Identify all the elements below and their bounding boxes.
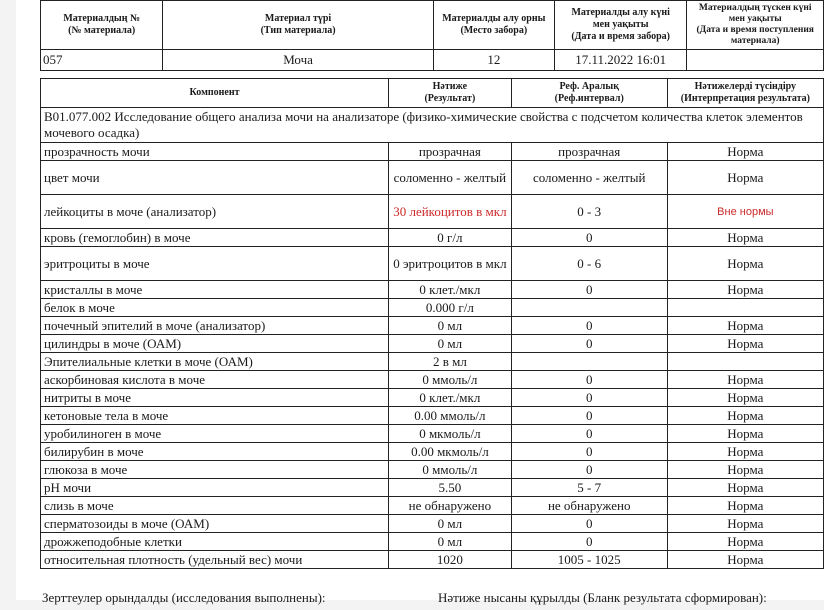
result-interpretation: Норма	[667, 281, 823, 299]
result-reference: 5 - 7	[511, 479, 667, 497]
result-reference: 0	[511, 515, 667, 533]
result-row	[41, 371, 824, 389]
header-col-material-type: Материал түрі (Тип материала)	[163, 1, 433, 50]
footer	[42, 590, 824, 610]
result-row	[41, 281, 824, 299]
result-reference: 0 - 6	[511, 247, 667, 281]
result-value: 0 клет./мкл	[389, 389, 512, 407]
result-value: 0 мл	[389, 335, 512, 353]
result-value: не обнаружено	[389, 497, 512, 515]
result-value: 5.50	[389, 479, 512, 497]
result-component: глюкоза в моче	[41, 461, 389, 479]
result-row	[41, 461, 824, 479]
result-component: билирубин в моче	[41, 443, 389, 461]
sample-info-table	[40, 0, 824, 71]
collection-datetime-value: 17.11.2022 16:01	[554, 50, 687, 71]
result-row	[41, 195, 824, 229]
result-reference: 0	[511, 317, 667, 335]
result-row	[41, 425, 824, 443]
result-row	[41, 479, 824, 497]
result-reference: 0	[511, 371, 667, 389]
result-reference: 0 - 3	[511, 195, 667, 229]
section-row	[41, 108, 824, 143]
sample-info-values-row	[41, 50, 824, 71]
result-interpretation: Норма	[667, 551, 823, 569]
col-interpretation: Нәтижелерді түсіндіру (Интерпретация результата)	[667, 79, 823, 108]
result-component: эритроциты в моче	[41, 247, 389, 281]
result-component: дрожжеподобные клетки	[41, 533, 389, 551]
result-row	[41, 533, 824, 551]
result-value: 1020	[389, 551, 512, 569]
result-row	[41, 353, 824, 371]
result-component: цилиндры в моче (ОАМ)	[41, 335, 389, 353]
result-row	[41, 335, 824, 353]
result-reference: 0	[511, 389, 667, 407]
result-component: относительная плотность (удельный вес) мочи	[41, 551, 389, 569]
result-reference	[511, 299, 667, 317]
result-row	[41, 143, 824, 161]
result-component: кетоновые тела в моче	[41, 407, 389, 425]
result-reference: 0	[511, 407, 667, 425]
result-component: белок в моче	[41, 299, 389, 317]
header-col-material-number: Материалдың № (№ материала)	[41, 1, 163, 50]
result-component: цвет мочи	[41, 161, 389, 195]
result-reference: 1005 - 1025	[511, 551, 667, 569]
result-component: кровь (гемоглобин) в моче	[41, 229, 389, 247]
result-interpretation: Норма	[667, 247, 823, 281]
result-row	[41, 229, 824, 247]
result-interpretation: Норма	[667, 407, 823, 425]
results-table	[40, 78, 824, 569]
result-reference: 0	[511, 443, 667, 461]
result-component: pH мочи	[41, 479, 389, 497]
result-reference: соломенно - желтый	[511, 161, 667, 195]
material-type-value: Моча	[163, 50, 433, 71]
result-interpretation: Норма	[667, 143, 823, 161]
result-component: кристаллы в моче	[41, 281, 389, 299]
footer-form-label: Нәтиже нысаны құрылды (Бланк результата сформирован):	[438, 590, 767, 605]
result-interpretation	[667, 353, 823, 371]
col-result: Нәтиже (Результат)	[389, 79, 512, 108]
result-reference: 0	[511, 533, 667, 551]
result-component: слизь в моче	[41, 497, 389, 515]
result-row	[41, 407, 824, 425]
result-interpretation: Норма	[667, 371, 823, 389]
result-value: 0.00 ммоль/л	[389, 407, 512, 425]
header-col-collection-datetime: Материалды алу күні мен уақыты (Дата и время забора)	[554, 1, 687, 50]
result-reference: 0	[511, 335, 667, 353]
result-component: нитриты в моче	[41, 389, 389, 407]
result-value: 0 мкмоль/л	[389, 425, 512, 443]
result-interpretation: Вне нормы	[667, 195, 823, 229]
result-component: Эпителиальные клетки в моче (ОАМ)	[41, 353, 389, 371]
footer-performed-label: Зерттеулер орындалды (исследования выполнены):	[42, 590, 326, 605]
result-value: 0 ммоль/л	[389, 371, 512, 389]
result-row	[41, 317, 824, 335]
result-value: 0.00 мкмоль/л	[389, 443, 512, 461]
result-value: 30 лейкоцитов в мкл	[389, 195, 512, 229]
col-component: Компонент	[41, 79, 389, 108]
result-component: уробилиноген в моче	[41, 425, 389, 443]
result-component: прозрачность мочи	[41, 143, 389, 161]
result-row	[41, 389, 824, 407]
result-interpretation: Норма	[667, 229, 823, 247]
result-value: 0 ммоль/л	[389, 461, 512, 479]
result-value: 2 в мл	[389, 353, 512, 371]
result-value: прозрачная	[389, 143, 512, 161]
result-row	[41, 299, 824, 317]
result-interpretation: Норма	[667, 389, 823, 407]
result-interpretation: Норма	[667, 317, 823, 335]
result-interpretation: Норма	[667, 335, 823, 353]
result-reference: прозрачная	[511, 143, 667, 161]
result-value: 0 мл	[389, 533, 512, 551]
result-value: 0 эритроцитов в мкл	[389, 247, 512, 281]
result-reference: 0	[511, 229, 667, 247]
results-header-row	[41, 79, 824, 108]
result-value: 0 клет./мкл	[389, 281, 512, 299]
result-reference: не обнаружено	[511, 497, 667, 515]
result-reference: 0	[511, 281, 667, 299]
header-col-arrival-datetime: Материалдың түскен күні мен уақыты (Дата и время поступления материала)	[687, 1, 824, 50]
result-value: 0 мл	[389, 317, 512, 335]
result-interpretation: Норма	[667, 479, 823, 497]
result-value: соломенно - желтый	[389, 161, 512, 195]
result-interpretation: Норма	[667, 497, 823, 515]
result-interpretation: Норма	[667, 461, 823, 479]
section-title: B01.077.002 Исследование общего анализа мочи на анализаторе (физико-химические свойства с подсчетом количества клеток элементов мочевого осадка)	[41, 108, 824, 143]
header-col-collection-place: Материалды алу орны (Место забора)	[433, 1, 554, 50]
arrival-datetime-value	[687, 50, 824, 71]
result-reference	[511, 353, 667, 371]
result-interpretation: Норма	[667, 443, 823, 461]
col-reference: Реф. Аралық (Реф.интервал)	[511, 79, 667, 108]
result-component: лейкоциты в моче (анализатор)	[41, 195, 389, 229]
result-interpretation: Норма	[667, 425, 823, 443]
result-interpretation: Норма	[667, 161, 823, 195]
result-component: сперматозоиды в моче (ОАМ)	[41, 515, 389, 533]
result-interpretation: Норма	[667, 515, 823, 533]
collection-place-value: 12	[433, 50, 554, 71]
result-row	[41, 443, 824, 461]
result-component: аскорбиновая кислота в моче	[41, 371, 389, 389]
result-interpretation: Норма	[667, 533, 823, 551]
result-row	[41, 161, 824, 195]
result-row	[41, 247, 824, 281]
result-value: 0 мл	[389, 515, 512, 533]
result-component: почечный эпителий в моче (анализатор)	[41, 317, 389, 335]
result-value: 0 г/л	[389, 229, 512, 247]
result-interpretation	[667, 299, 823, 317]
result-row	[41, 497, 824, 515]
result-value: 0.000 г/л	[389, 299, 512, 317]
result-row	[41, 515, 824, 533]
result-row	[41, 551, 824, 569]
result-reference: 0	[511, 425, 667, 443]
sample-info-header-row	[41, 1, 824, 50]
material-number-value: 057	[41, 50, 163, 71]
result-reference: 0	[511, 461, 667, 479]
